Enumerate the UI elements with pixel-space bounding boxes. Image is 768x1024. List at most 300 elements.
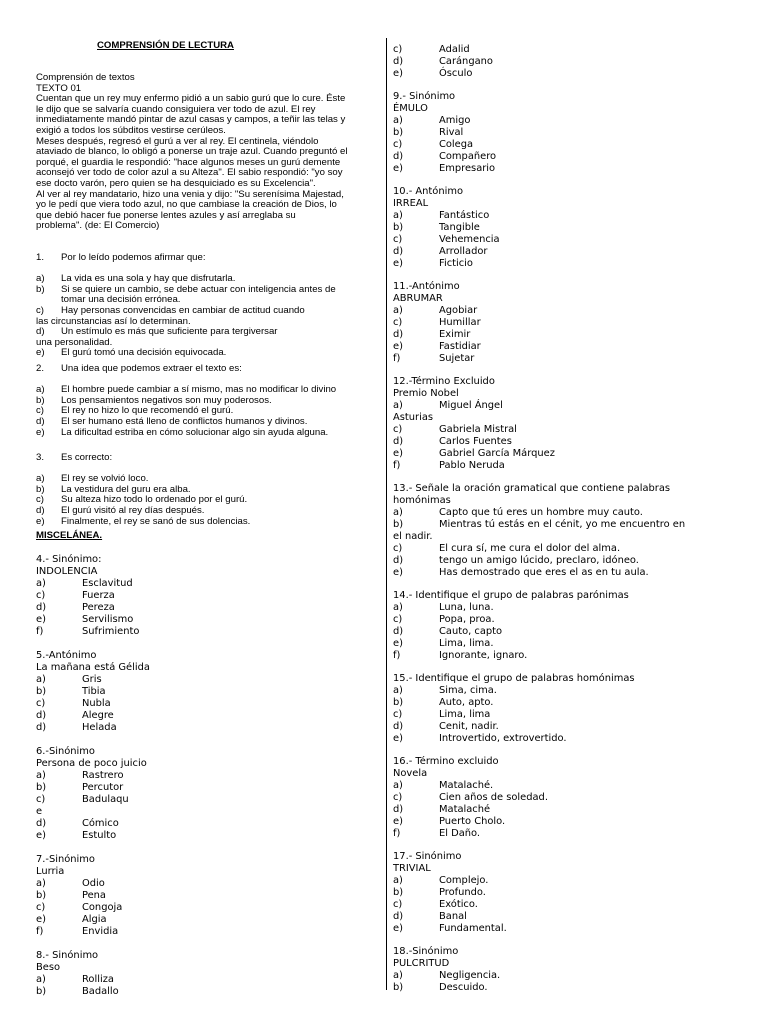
answer-option xyxy=(393,507,685,519)
question-number: 1. xyxy=(36,252,45,263)
option-text: Sujetar xyxy=(439,353,475,364)
reading-text xyxy=(36,73,348,232)
answer-option xyxy=(36,782,150,794)
answer-option xyxy=(393,650,685,662)
option-letter: b) xyxy=(393,519,404,530)
question-heading: Beso xyxy=(36,962,61,973)
miscelanea-heading: MISCELÁNEA. xyxy=(36,530,103,541)
question-stem xyxy=(36,453,250,464)
option-text: Fantástico xyxy=(439,210,490,221)
option-letter: a) xyxy=(393,602,403,613)
option-letter: b) xyxy=(393,887,404,898)
question-heading: 12.-Término Excluido xyxy=(393,376,495,387)
text-line: yo le pedí que viera todo azul, no que cambiase la creación de Dios, lo xyxy=(36,199,337,211)
page-title: COMPRENSIÓN DE LECTURA xyxy=(97,40,234,51)
option-text: Negligencia. xyxy=(439,970,501,981)
option-text: La vestidura del guru era alba. xyxy=(61,483,191,495)
question-item xyxy=(36,854,150,938)
option-text: Ficticio xyxy=(439,258,473,269)
option-letter: c) xyxy=(36,494,44,506)
option-letter: c) xyxy=(36,794,46,805)
option-letter: c) xyxy=(36,698,46,709)
option-letter: b) xyxy=(36,483,45,495)
text-line: le dijo que se salvaría cuando consiguiera ver todo de azul. El rey xyxy=(36,103,316,115)
option-letter: d) xyxy=(393,721,404,732)
option-text: Algia xyxy=(82,914,107,925)
option-text: Sufrimiento xyxy=(82,626,140,637)
option-text: Carángano xyxy=(439,56,493,67)
option-text: Amigo xyxy=(439,115,471,126)
option-letter: a) xyxy=(36,770,46,781)
answer-option xyxy=(36,770,150,782)
answer-option xyxy=(36,914,150,926)
option-text: Un estímulo es más que suficiente para tergiversar xyxy=(61,326,278,338)
answer-option xyxy=(36,830,150,842)
answer-option xyxy=(393,828,685,840)
question-heading: IRREAL xyxy=(393,198,429,209)
answer-option xyxy=(393,638,685,650)
option-text: Congoja xyxy=(82,902,123,913)
question-text: Es correcto: xyxy=(61,452,113,463)
option-text: Compañero xyxy=(439,151,497,162)
answer-option xyxy=(393,709,685,721)
option-text: Fastidiar xyxy=(439,341,481,352)
answer-option xyxy=(393,887,685,899)
option-letter: d) xyxy=(36,326,45,338)
option-letter: a) xyxy=(393,507,403,518)
answer-option xyxy=(393,127,685,139)
answer-option xyxy=(393,780,685,792)
question-item xyxy=(393,483,685,579)
option-letter: d) xyxy=(393,56,404,67)
option-letter: e) xyxy=(36,426,45,438)
text-line: que debió hacer fue ponerse lentes azules y así arreglaba su xyxy=(36,209,296,221)
question-heading: 13.- Señale la oración gramatical que contiene palabras xyxy=(393,483,671,494)
option-letter: b) xyxy=(393,697,404,708)
option-text: Pereza xyxy=(82,602,115,613)
option-text: Descuido. xyxy=(439,982,488,993)
answer-option xyxy=(393,899,685,911)
question-item xyxy=(393,186,685,270)
question-heading: 7.-Sinónimo xyxy=(36,854,95,865)
question-heading: 9.- Sinónimo xyxy=(393,91,456,102)
answer-option xyxy=(393,733,685,745)
option-text: Hay personas convencidas en cambiar de actitud cuando xyxy=(61,304,305,316)
option-text: Asturias xyxy=(393,412,434,423)
answer-option xyxy=(36,926,150,938)
option-text: tomar una decisión errónea. xyxy=(61,294,181,306)
answer-option xyxy=(36,506,250,517)
option-letter: c) xyxy=(36,590,46,601)
text-line: porqué, el guardia le respondió: "hace algunos meses un gurú demente xyxy=(36,156,341,168)
answer-option xyxy=(393,721,685,733)
option-text: El gurú tomó una decisión equivocada. xyxy=(61,347,227,359)
option-text: Pena xyxy=(82,890,106,901)
question-item xyxy=(393,946,685,994)
answer-option xyxy=(36,306,336,317)
option-letter: a) xyxy=(36,674,46,685)
option-letter: d) xyxy=(393,911,404,922)
option-letter: a) xyxy=(36,473,45,485)
question-heading: homónimas xyxy=(393,495,451,506)
option-letter: e) xyxy=(393,258,403,269)
option-text: La dificultad estriba en cómo solucionar algo sin ayuda alguna. xyxy=(61,426,329,438)
question-item xyxy=(36,554,150,638)
option-text: tengo un amigo lúcido, preclaro, idóneo. xyxy=(439,555,639,566)
question-number: 3. xyxy=(36,452,45,463)
question-heading: 4.- Sinónimo: xyxy=(36,554,102,565)
option-letter: a) xyxy=(36,273,45,285)
answer-option xyxy=(393,115,685,127)
answer-option xyxy=(36,878,150,890)
text-line: Cuentan que un rey muy enfermo pidió a un sabio gurú que lo cure. Éste xyxy=(36,93,346,105)
option-text: Has demostrado que eres el as en tu aula. xyxy=(439,567,649,578)
question-number: 2. xyxy=(36,363,45,374)
option-letter: c) xyxy=(393,543,403,554)
option-letter: e) xyxy=(393,638,403,649)
option-letter: e) xyxy=(36,914,46,925)
text-line: Meses después, regresó el gurú a ver al rey. El centinela, viéndolo xyxy=(36,135,319,147)
question-item xyxy=(393,756,685,840)
option-letter: a) xyxy=(393,970,403,981)
option-text: Estulto xyxy=(82,830,117,841)
option-text: Los pensamientos negativos son muy poderosos. xyxy=(61,394,272,406)
option-text: El rey no hizo lo que recomendó el gurú. xyxy=(61,405,234,417)
column-divider xyxy=(386,38,387,990)
question-heading: TRIVIAL xyxy=(393,863,431,874)
answer-option xyxy=(393,258,685,270)
text-line: inmediatamente mandó pintar de azul casas y campos, a teñir las telas y xyxy=(36,114,346,126)
answer-option xyxy=(393,685,685,697)
option-letter: c) xyxy=(393,709,403,720)
option-text: Banal xyxy=(439,911,467,922)
answer-option xyxy=(393,163,685,175)
answer-option xyxy=(393,56,685,68)
option-letter: a) xyxy=(36,974,46,985)
option-letter: c) xyxy=(393,792,403,803)
question-heading: 15.- Identifique el grupo de palabras homónimas xyxy=(393,673,635,684)
option-text: Rastrero xyxy=(82,770,124,781)
option-letter: b) xyxy=(393,222,404,233)
answer-option xyxy=(393,222,685,234)
answer-option xyxy=(36,722,150,734)
option-text: Alegre xyxy=(82,710,114,721)
question-item xyxy=(393,851,685,935)
option-letter: d) xyxy=(393,151,404,162)
question-text: Por lo leído podemos afirmar que: xyxy=(61,252,206,263)
answer-option xyxy=(393,436,685,448)
option-text: El ser humano está lleno de conflictos humanos y divinos. xyxy=(61,415,308,427)
question-heading: Novela xyxy=(393,768,428,779)
answer-option xyxy=(36,902,150,914)
text-line: exigió a todos los súbditos vestirse cerúleos. xyxy=(36,124,226,136)
question-heading: 17.- Sinónimo xyxy=(393,851,462,862)
option-text: Arrollador xyxy=(439,246,488,257)
text-line: Comprensión de textos xyxy=(36,72,135,83)
answer-option xyxy=(393,400,685,412)
option-letter: d) xyxy=(393,555,404,566)
question-heading: 5.-Antónimo xyxy=(36,650,97,661)
answer-option xyxy=(393,875,685,887)
question-item xyxy=(393,673,685,745)
answer-option xyxy=(393,911,685,923)
option-letter: c) xyxy=(393,424,403,435)
answer-option xyxy=(393,305,685,317)
option-letter: a) xyxy=(36,878,46,889)
question-heading: ABRUMAR xyxy=(393,293,443,304)
option-text: Badallo xyxy=(82,986,119,997)
answer-option xyxy=(36,686,150,698)
option-letter: d) xyxy=(393,626,404,637)
option-letter: e) xyxy=(393,448,403,459)
answer-option xyxy=(393,626,685,638)
option-letter: f) xyxy=(393,828,401,839)
option-text: las circunstancias así lo determinan. xyxy=(36,315,191,327)
option-letter: e) xyxy=(36,614,46,625)
option-text: Helada xyxy=(82,722,117,733)
option-letter: d) xyxy=(36,415,45,427)
option-letter: e) xyxy=(36,347,45,359)
option-text: Ósculo xyxy=(439,68,473,79)
answer-option xyxy=(393,792,685,804)
option-text: Badulaqu xyxy=(82,794,129,805)
text-line: aconsejó ver todo de color azul a su Alteza". El sabio respondió: "yo soy xyxy=(36,167,343,179)
option-letter: a) xyxy=(393,780,403,791)
option-letter: f) xyxy=(36,926,44,937)
option-text: Matalaché. xyxy=(439,780,494,791)
option-letter: e) xyxy=(393,341,403,352)
option-letter: a) xyxy=(393,210,403,221)
option-letter: a) xyxy=(36,578,46,589)
option-text: Esclavitud xyxy=(82,578,133,589)
option-text: Gris xyxy=(82,674,102,685)
option-text: Tangible xyxy=(439,222,480,233)
option-text: El Daño. xyxy=(439,828,481,839)
option-letter: f) xyxy=(393,460,401,471)
question-3 xyxy=(36,453,250,527)
option-text: Adalid xyxy=(439,44,470,55)
answer-option xyxy=(36,806,150,818)
option-text: Sima, cima. xyxy=(439,685,497,696)
answer-option xyxy=(393,139,685,151)
option-letter: a) xyxy=(393,305,403,316)
option-text: El cura sí, me cura el dolor del alma. xyxy=(439,543,621,554)
answer-option xyxy=(36,348,336,359)
answer-option xyxy=(36,517,250,528)
option-text: Cien años de soledad. xyxy=(439,792,548,803)
option-letter: e) xyxy=(393,68,403,79)
option-text: Colega xyxy=(439,139,474,150)
answer-option xyxy=(393,816,685,828)
option-text: Capto que tú eres un hombre muy cauto. xyxy=(439,507,643,518)
option-letter: c) xyxy=(393,234,403,245)
answer-option xyxy=(393,543,685,555)
option-letter: e) xyxy=(393,733,403,744)
option-text: Cauto, capto xyxy=(439,626,503,637)
option-letter: d) xyxy=(393,436,404,447)
question-heading: PULCRITUD xyxy=(393,958,450,969)
answer-option xyxy=(393,923,685,935)
option-letter: d) xyxy=(393,329,404,340)
option-letter: c) xyxy=(393,44,403,55)
answer-option xyxy=(393,353,685,365)
question-heading: Premio Nobel xyxy=(393,388,459,399)
text-line: ataviado de blanco, lo obligó a ponerse un traje azul. Cuando preguntó el xyxy=(36,146,348,158)
answer-option xyxy=(36,710,150,722)
option-text: Lima, lima. xyxy=(439,638,494,649)
option-letter: c) xyxy=(36,902,46,913)
question-heading: INDOLENCIA xyxy=(36,566,98,577)
option-letter: a) xyxy=(393,685,403,696)
option-text: Matalaché xyxy=(439,804,491,815)
answer-option xyxy=(393,519,685,531)
option-letter: b) xyxy=(393,127,404,138)
option-text: Gabriela Mistral xyxy=(439,424,517,435)
option-text: Introvertido, extrovertido. xyxy=(439,733,567,744)
option-text: Fuerza xyxy=(82,590,115,601)
option-text: Odio xyxy=(82,878,105,889)
option-letter: b) xyxy=(36,283,45,295)
option-text: Tibia xyxy=(82,686,106,697)
option-text: Humillar xyxy=(439,317,481,328)
answer-option xyxy=(393,614,685,626)
question-heading: Persona de poco juicio xyxy=(36,758,147,769)
option-letter: c) xyxy=(36,304,44,316)
answer-option xyxy=(393,982,685,994)
option-letter: a) xyxy=(393,400,403,411)
answer-option xyxy=(393,44,685,56)
option-letter: f) xyxy=(36,626,44,637)
left-question-list xyxy=(36,554,150,998)
option-text: Cómico xyxy=(82,818,119,829)
question-heading: 8.- Sinónimo xyxy=(36,950,99,961)
option-letter: b) xyxy=(36,890,47,901)
option-letter: d) xyxy=(36,504,45,516)
option-text: e xyxy=(36,806,43,817)
option-letter: a) xyxy=(393,875,403,886)
answer-option xyxy=(393,341,685,353)
question-stem xyxy=(36,253,336,264)
text-line: TEXTO 01 xyxy=(36,82,82,94)
option-letter: d) xyxy=(393,804,404,815)
answer-option xyxy=(36,428,336,439)
option-letter: b) xyxy=(36,986,47,997)
option-text: Percutor xyxy=(82,782,124,793)
question-stem xyxy=(36,364,336,375)
answer-option xyxy=(393,697,685,709)
option-letter: c) xyxy=(393,899,403,910)
answer-option xyxy=(36,818,150,830)
option-text: Complejo. xyxy=(439,875,489,886)
option-text: Auto, apto. xyxy=(439,697,494,708)
answer-option xyxy=(36,614,150,626)
option-text: Empresario xyxy=(439,163,496,174)
question-item xyxy=(36,650,150,734)
answer-option xyxy=(36,986,150,998)
question-item xyxy=(393,44,685,80)
question-2 xyxy=(36,364,336,438)
option-letter: a) xyxy=(393,115,403,126)
option-letter: d) xyxy=(36,818,47,829)
option-letter: d) xyxy=(36,602,47,613)
question-item xyxy=(393,281,685,365)
option-text: El rey se volvió loco. xyxy=(61,473,149,485)
option-text: Eximir xyxy=(439,329,471,340)
question-heading: 10.- Antónimo xyxy=(393,186,463,197)
answer-option xyxy=(393,970,685,982)
option-text: Puerto Cholo. xyxy=(439,816,506,827)
question-heading: La mañana está Gélida xyxy=(36,662,150,673)
option-text: Carlos Fuentes xyxy=(439,436,512,447)
question-item xyxy=(36,950,150,998)
answer-option xyxy=(393,234,685,246)
question-heading: 16.- Término excluido xyxy=(393,756,499,767)
option-text: una personalidad. xyxy=(36,336,113,348)
question-text: Una idea que podemos extraer el texto es: xyxy=(61,363,242,374)
option-text: Exótico. xyxy=(439,899,478,910)
question-item xyxy=(393,91,685,175)
option-letter: b) xyxy=(393,982,404,993)
option-letter: d) xyxy=(36,710,47,721)
option-text: el nadir. xyxy=(393,531,433,542)
answer-option xyxy=(393,531,685,543)
option-text: Finalmente, el rey se sanó de sus dolencias. xyxy=(61,515,251,527)
option-text: Miguel Ángel xyxy=(439,400,503,411)
answer-option xyxy=(36,974,150,986)
answer-option xyxy=(36,626,150,638)
question-item xyxy=(393,376,685,472)
option-text: Nubla xyxy=(82,698,111,709)
option-letter: b) xyxy=(36,686,47,697)
answer-option xyxy=(393,68,685,80)
answer-option xyxy=(393,246,685,258)
question-heading: Lurria xyxy=(36,866,65,877)
option-text: Pablo Neruda xyxy=(439,460,505,471)
option-letter: c) xyxy=(36,405,44,417)
option-letter: a) xyxy=(36,384,45,396)
right-question-list xyxy=(393,44,685,994)
option-text: Rival xyxy=(439,127,464,138)
question-item xyxy=(393,590,685,662)
option-text: Popa, proa. xyxy=(439,614,495,625)
answer-option xyxy=(393,555,685,567)
question-1 xyxy=(36,253,336,359)
text-line: problema". (de: El Comercio) xyxy=(36,220,160,232)
answer-option xyxy=(36,417,336,428)
answer-option xyxy=(36,794,150,806)
option-text: Agobiar xyxy=(439,305,478,316)
answer-option xyxy=(393,602,685,614)
answer-option xyxy=(393,210,685,222)
option-letter: c) xyxy=(393,139,403,150)
option-letter: e) xyxy=(393,923,403,934)
question-item xyxy=(36,746,150,842)
answer-option xyxy=(393,412,685,424)
text-line: ese docto varón, pero quien se ha desquiciado es su Excelencia". xyxy=(36,177,316,189)
answer-option xyxy=(36,890,150,902)
question-heading: ÉMULO xyxy=(393,103,428,114)
option-letter: b) xyxy=(36,394,45,406)
option-text: Mientras tú estás en el cénit, yo me encuentro en xyxy=(439,519,686,530)
option-text: La vida es una sola y hay que disfrutarla. xyxy=(61,273,236,285)
option-text: Luna, luna. xyxy=(439,602,494,613)
option-text: Si se quiere un cambio, se debe actuar con inteligencia antes de xyxy=(61,283,336,295)
answer-option xyxy=(393,317,685,329)
answer-option xyxy=(393,804,685,816)
option-letter: e) xyxy=(393,163,403,174)
answer-option xyxy=(36,698,150,710)
option-text: Profundo. xyxy=(439,887,486,898)
